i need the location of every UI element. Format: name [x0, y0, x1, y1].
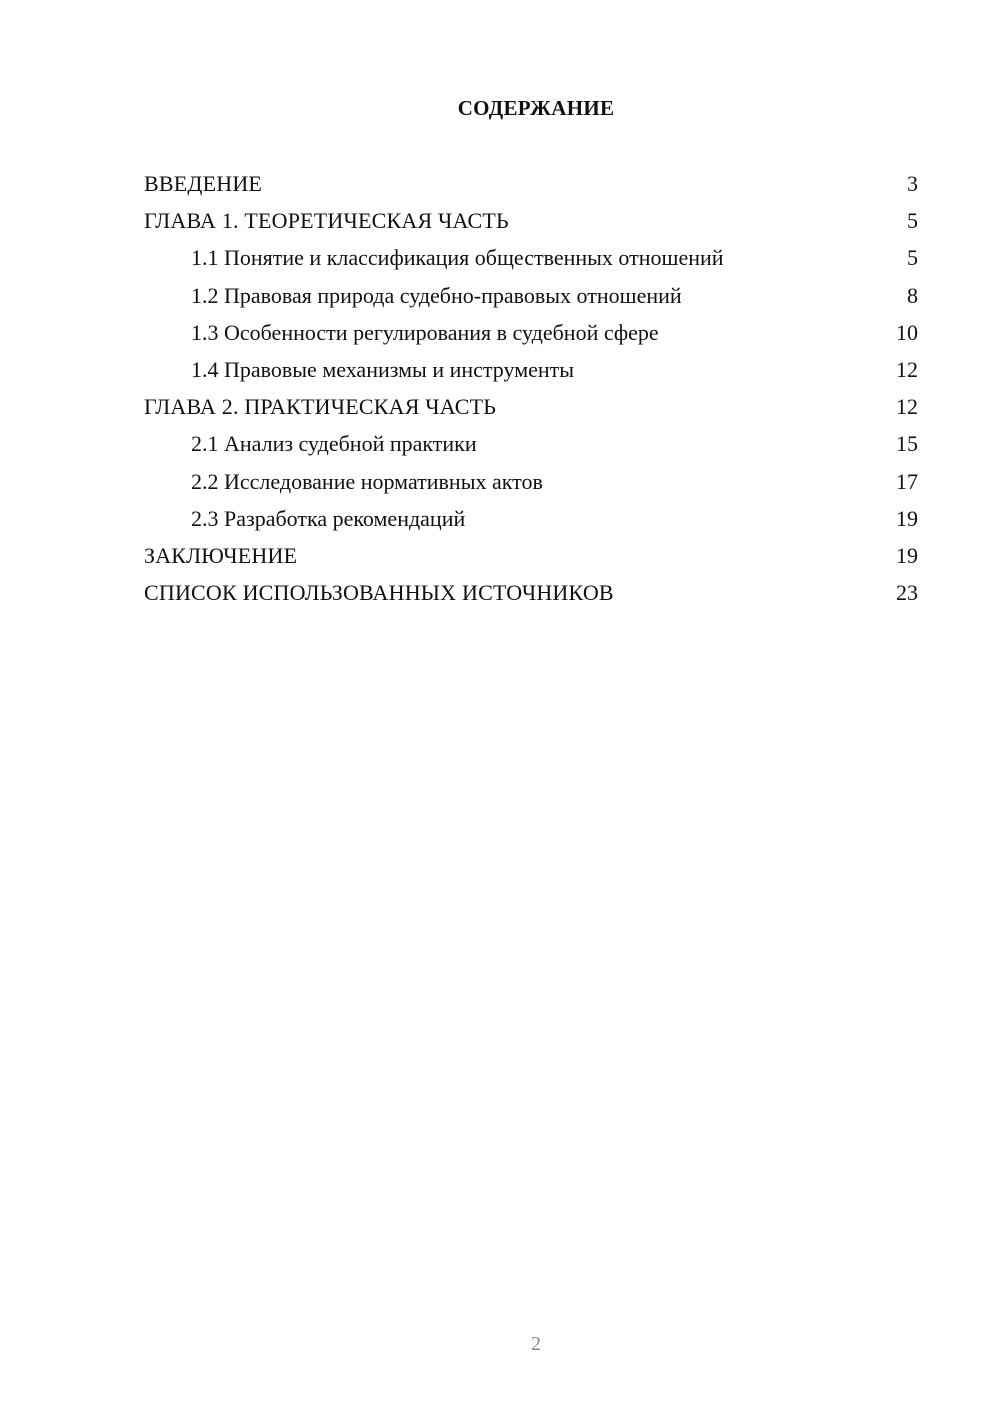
toc-entry-page: 3	[907, 171, 918, 196]
toc-entry-page: 8	[907, 282, 918, 308]
toc-subentry	[144, 239, 918, 276]
toc-entry	[144, 537, 918, 574]
toc-entry-page: 15	[896, 431, 918, 457]
toc-entry-title: ЗАКЛЮЧЕНИЕ	[144, 542, 298, 568]
toc-entry-page: 23	[896, 580, 918, 606]
toc-entry-page: 19	[896, 542, 918, 568]
toc-subentry	[144, 277, 918, 314]
toc-entry-title: 1.2 Правовая природа судебно-правовых отношений	[191, 282, 682, 308]
toc-entry-page: 5	[907, 245, 918, 271]
toc-entry	[144, 388, 918, 425]
toc-entry-page: 17	[896, 468, 918, 494]
page-number: 2	[531, 1333, 541, 1355]
toc-entry-title: ГЛАВА 2. ПРАКТИЧЕСКАЯ ЧАСТЬ	[144, 394, 497, 420]
toc-entry-title: 2.2 Исследование нормативных актов	[191, 468, 543, 494]
toc-subentry	[144, 351, 918, 388]
toc-entry-page: 12	[896, 394, 918, 420]
toc-entry-title: 1.3 Особенности регулирования в судебной сфере	[191, 319, 659, 345]
toc-entry	[144, 165, 918, 202]
toc-entry-title: 2.1 Анализ судебной практики	[191, 431, 477, 457]
toc-entry-page: 12	[896, 356, 918, 382]
toc-entry	[144, 574, 918, 611]
toc-entry-page: 5	[907, 208, 918, 234]
table-of-contents	[144, 165, 918, 611]
toc-subentry	[144, 425, 918, 462]
toc-subentry	[144, 314, 918, 351]
toc-entry-page: 10	[896, 319, 918, 345]
toc-entry-title: СПИСОК ИСПОЛЬЗОВАННЫХ ИСТОЧНИКОВ	[144, 580, 614, 606]
toc-subentry	[144, 463, 918, 500]
toc-entry-title: 1.1 Понятие и классификация общественных отношений	[191, 245, 724, 271]
toc-entry-title: ВВЕДЕНИЕ	[144, 171, 263, 196]
toc-subentry	[144, 500, 918, 537]
page-title: СОДЕРЖАНИЕ	[457, 96, 615, 120]
toc-entry-page: 19	[896, 505, 918, 531]
toc-entry-title: 1.4 Правовые механизмы и инструменты	[191, 356, 575, 382]
toc-entry-title: 2.3 Разработка рекомендаций	[191, 505, 466, 531]
toc-entry-title: ГЛАВА 1. ТЕОРЕТИЧЕСКАЯ ЧАСТЬ	[144, 208, 509, 234]
toc-entry	[144, 202, 918, 239]
